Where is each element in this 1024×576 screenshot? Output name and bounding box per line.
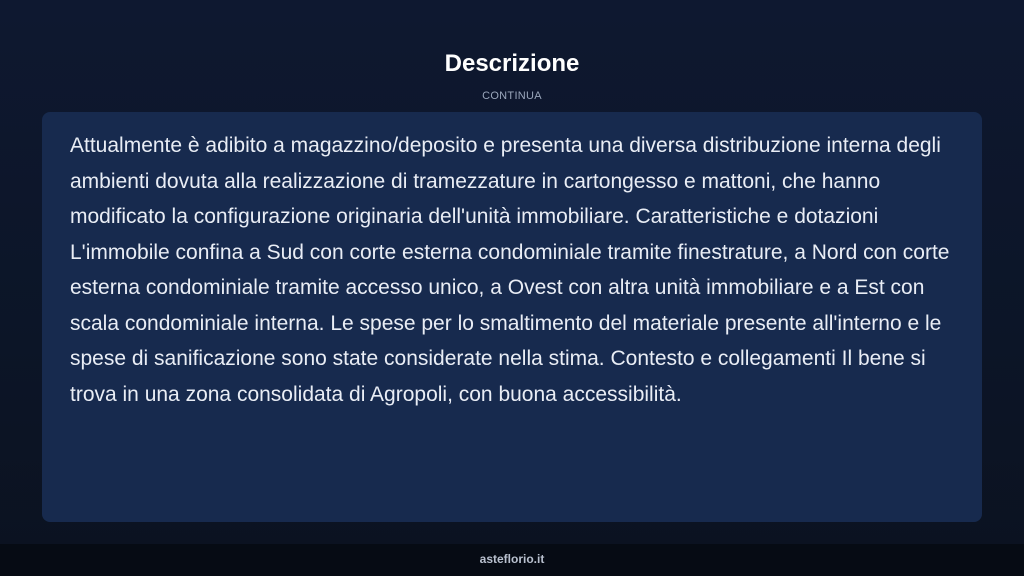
description-card [42, 112, 982, 522]
page-title: Descrizione [444, 50, 580, 77]
footer-bar [0, 544, 1024, 576]
footer-site-label: asteflorio.it [479, 552, 545, 566]
continue-label: CONTINUA [482, 90, 542, 102]
description-text: Attualmente è adibito a magazzino/deposito e presenta una diversa distribuzione interna degli ambienti dovuta alla realizzazione di tramezzature in cartongesso e mattoni, che hanno modificato la configurazione originaria dell'unità immobiliare. Caratteristiche e dotazioni L'immobile confina a Sud con corte esterna condominiale tramite finestrature, a Nord con corte esterna condominiale tramite accesso unico, a Ovest con altra unità immobiliare e a Est con scala condominiale interna. Le spese per lo smaltimento del materiale presente all'interno e le spese di sanificazione sono state considerate nella stima. Contesto e collegamenti Il bene si trova in una zona consolidata di Agropoli, con buona accessibilità. [70, 134, 950, 406]
